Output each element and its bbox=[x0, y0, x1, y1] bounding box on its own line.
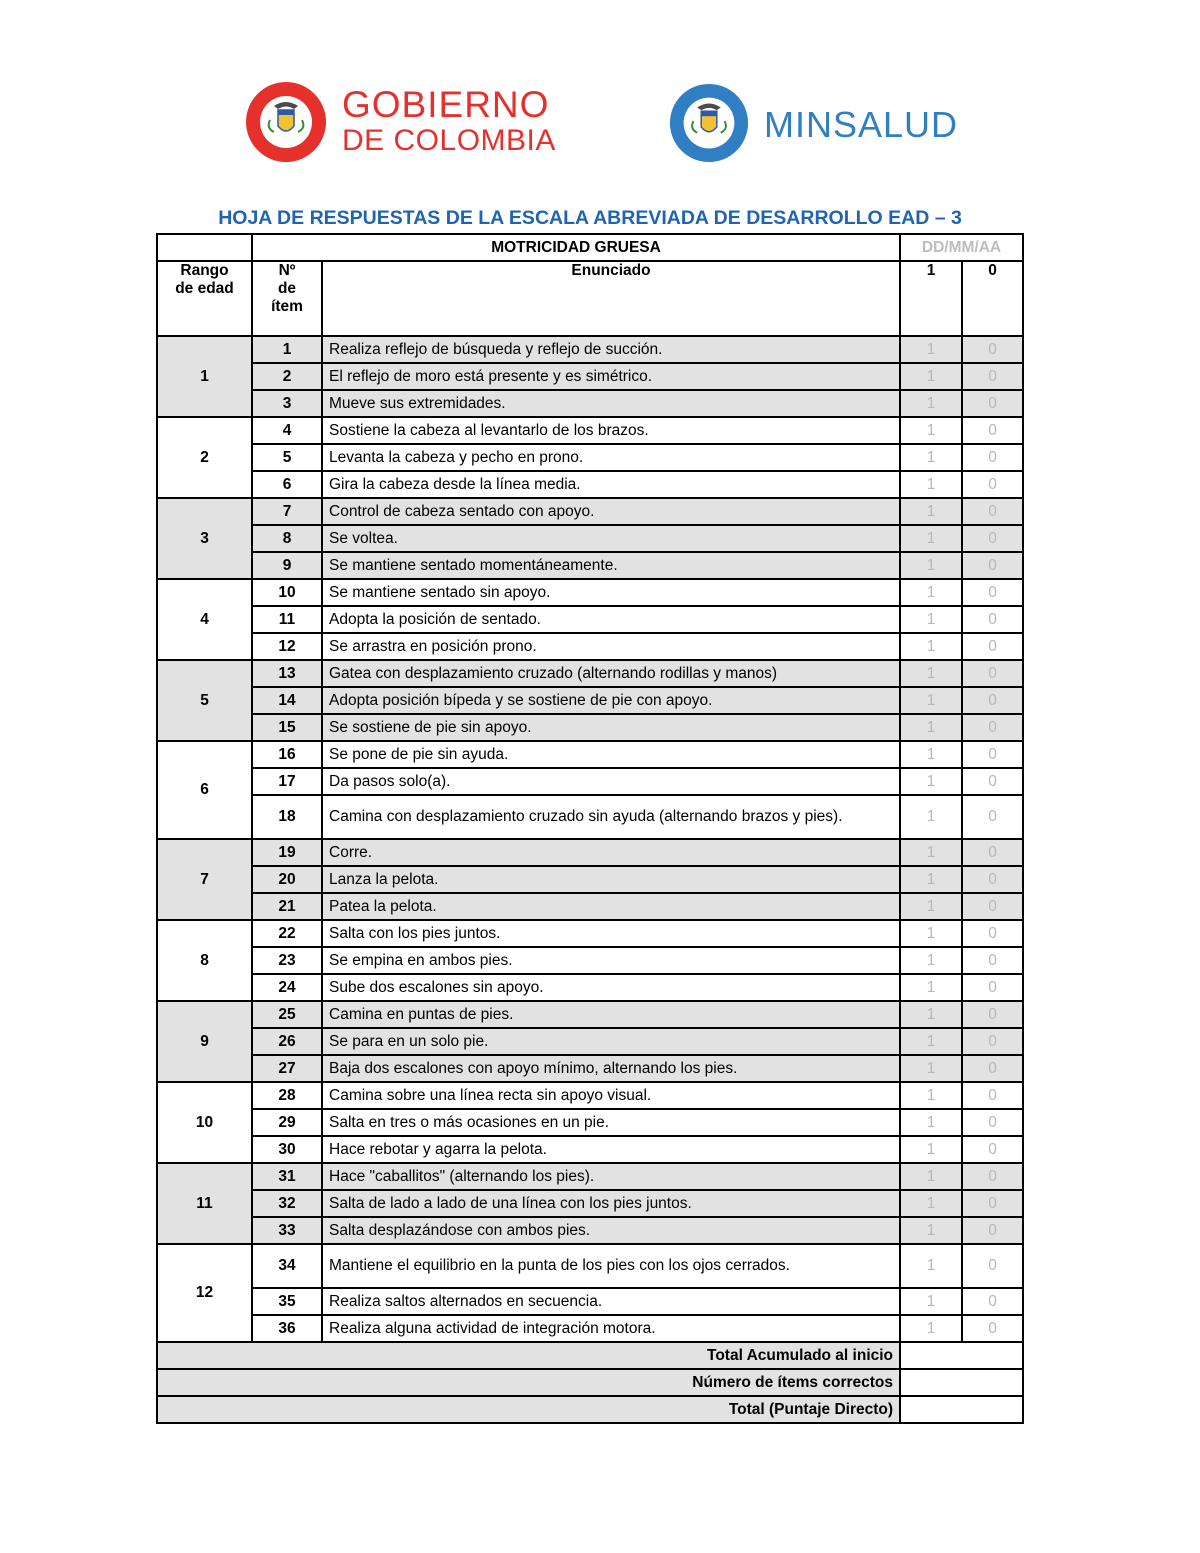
table-row bbox=[157, 1109, 1023, 1136]
item-number: 11 bbox=[252, 606, 322, 633]
total-row bbox=[157, 1342, 1023, 1369]
score-one-option[interactable]: 1 bbox=[900, 1082, 962, 1109]
item-statement: Patea la pelota. bbox=[322, 893, 900, 920]
score-zero-option[interactable]: 0 bbox=[962, 947, 1023, 974]
score-zero-option[interactable]: 0 bbox=[962, 579, 1023, 606]
item-number: 10 bbox=[252, 579, 322, 606]
item-statement: Salta con los pies juntos. bbox=[322, 920, 900, 947]
score-zero-option[interactable]: 0 bbox=[962, 471, 1023, 498]
score-one-option[interactable]: 1 bbox=[900, 1315, 962, 1342]
score-one-option[interactable]: 1 bbox=[900, 417, 962, 444]
item-statement: Se empina en ambos pies. bbox=[322, 947, 900, 974]
item-number: 34 bbox=[252, 1244, 322, 1288]
item-statement: Realiza reflejo de búsqueda y reflejo de succión. bbox=[322, 336, 900, 363]
age-range-cell: 3 bbox=[157, 498, 252, 579]
table-row bbox=[157, 1082, 1023, 1109]
score-zero-option[interactable]: 0 bbox=[962, 1315, 1023, 1342]
item-statement: Sube dos escalones sin apoyo. bbox=[322, 974, 900, 1001]
header-item-line3: ítem bbox=[271, 298, 303, 315]
score-zero-option[interactable]: 0 bbox=[962, 660, 1023, 687]
table-row bbox=[157, 1315, 1023, 1342]
score-zero-option[interactable]: 0 bbox=[962, 714, 1023, 741]
section-title: MOTRICIDAD GRUESA bbox=[252, 234, 900, 261]
score-one-option[interactable]: 1 bbox=[900, 741, 962, 768]
item-statement: Camina en puntas de pies. bbox=[322, 1001, 900, 1028]
page-title: HOJA DE RESPUESTAS DE LA ESCALA ABREVIADA DE DESARROLLO EAD – 3 bbox=[218, 207, 962, 229]
score-one-option[interactable]: 1 bbox=[900, 1109, 962, 1136]
total-row bbox=[157, 1369, 1023, 1396]
score-one-option[interactable]: 1 bbox=[900, 390, 962, 417]
score-one-option[interactable]: 1 bbox=[900, 866, 962, 893]
score-zero-option[interactable]: 0 bbox=[962, 768, 1023, 795]
table-row bbox=[157, 417, 1023, 444]
item-statement: Se voltea. bbox=[322, 525, 900, 552]
item-statement: Hace "caballitos" (alternando los pies). bbox=[322, 1163, 900, 1190]
age-range-cell: 6 bbox=[157, 741, 252, 839]
score-one-option[interactable]: 1 bbox=[900, 444, 962, 471]
score-one-option[interactable]: 1 bbox=[900, 1163, 962, 1190]
score-zero-option[interactable]: 0 bbox=[962, 525, 1023, 552]
score-zero-option[interactable]: 0 bbox=[962, 1001, 1023, 1028]
table-row bbox=[157, 525, 1023, 552]
item-number: 33 bbox=[252, 1217, 322, 1244]
item-number: 18 bbox=[252, 795, 322, 839]
total-label: Total (Puntaje Directo) bbox=[157, 1396, 900, 1423]
item-statement: Levanta la cabeza y pecho en prono. bbox=[322, 444, 900, 471]
table-row bbox=[157, 974, 1023, 1001]
score-zero-option[interactable]: 0 bbox=[962, 1217, 1023, 1244]
age-range-cell: 1 bbox=[157, 336, 252, 417]
header-logos bbox=[0, 80, 1200, 170]
table-row bbox=[157, 498, 1023, 525]
item-number: 21 bbox=[252, 893, 322, 920]
score-one-option[interactable]: 1 bbox=[900, 920, 962, 947]
table-row bbox=[157, 579, 1023, 606]
score-one-option[interactable]: 1 bbox=[900, 633, 962, 660]
score-zero-option[interactable]: 0 bbox=[962, 920, 1023, 947]
item-statement: Control de cabeza sentado con apoyo. bbox=[322, 498, 900, 525]
item-statement: Se mantiene sentado sin apoyo. bbox=[322, 579, 900, 606]
table-row bbox=[157, 1028, 1023, 1055]
item-statement: Se mantiene sentado momentáneamente. bbox=[322, 552, 900, 579]
date-field[interactable]: DD/MM/AA bbox=[900, 234, 1023, 261]
score-zero-option[interactable]: 0 bbox=[962, 390, 1023, 417]
item-number: 4 bbox=[252, 417, 322, 444]
table-row bbox=[157, 336, 1023, 363]
item-statement: Hace rebotar y agarra la pelota. bbox=[322, 1136, 900, 1163]
item-number: 12 bbox=[252, 633, 322, 660]
score-zero-option[interactable]: 0 bbox=[962, 1244, 1023, 1288]
item-statement: Corre. bbox=[322, 839, 900, 866]
header-score-one: 1 bbox=[900, 261, 962, 336]
age-range-cell: 11 bbox=[157, 1163, 252, 1244]
score-zero-option[interactable]: 0 bbox=[962, 1288, 1023, 1315]
table-row bbox=[157, 839, 1023, 866]
item-number: 14 bbox=[252, 687, 322, 714]
age-range-cell: 10 bbox=[157, 1082, 252, 1163]
table-row bbox=[157, 660, 1023, 687]
item-statement: Se sostiene de pie sin apoyo. bbox=[322, 714, 900, 741]
score-zero-option[interactable]: 0 bbox=[962, 552, 1023, 579]
total-row bbox=[157, 1396, 1023, 1423]
item-statement: Sostiene la cabeza al levantarlo de los brazos. bbox=[322, 417, 900, 444]
item-number: 16 bbox=[252, 741, 322, 768]
corner-cell bbox=[157, 234, 252, 261]
table-row bbox=[157, 741, 1023, 768]
item-number: 17 bbox=[252, 768, 322, 795]
item-statement: Adopta posición bípeda y se sostiene de pie con apoyo. bbox=[322, 687, 900, 714]
item-number: 36 bbox=[252, 1315, 322, 1342]
table-row bbox=[157, 1288, 1023, 1315]
score-one-option[interactable]: 1 bbox=[900, 363, 962, 390]
score-one-option[interactable]: 1 bbox=[900, 795, 962, 839]
table-row bbox=[157, 606, 1023, 633]
score-one-option[interactable]: 1 bbox=[900, 1244, 962, 1288]
table-row bbox=[157, 714, 1023, 741]
score-zero-option[interactable]: 0 bbox=[962, 1136, 1023, 1163]
score-one-option[interactable]: 1 bbox=[900, 471, 962, 498]
item-statement: Salta en tres o más ocasiones en un pie. bbox=[322, 1109, 900, 1136]
table-row bbox=[157, 1217, 1023, 1244]
score-zero-option[interactable]: 0 bbox=[962, 893, 1023, 920]
table-row bbox=[157, 633, 1023, 660]
item-statement: Gira la cabeza desde la línea media. bbox=[322, 471, 900, 498]
total-value[interactable] bbox=[900, 1369, 1023, 1396]
item-number: 5 bbox=[252, 444, 322, 471]
score-zero-option[interactable]: 0 bbox=[962, 1028, 1023, 1055]
score-zero-option[interactable]: 0 bbox=[962, 795, 1023, 839]
score-one-option[interactable]: 1 bbox=[900, 552, 962, 579]
score-zero-option[interactable]: 0 bbox=[962, 974, 1023, 1001]
score-zero-option[interactable]: 0 bbox=[962, 1109, 1023, 1136]
score-one-option[interactable]: 1 bbox=[900, 1001, 962, 1028]
item-number: 8 bbox=[252, 525, 322, 552]
score-zero-option[interactable]: 0 bbox=[962, 633, 1023, 660]
table-row bbox=[157, 893, 1023, 920]
header-item-number bbox=[252, 261, 322, 336]
item-number: 23 bbox=[252, 947, 322, 974]
item-number: 19 bbox=[252, 839, 322, 866]
item-number: 15 bbox=[252, 714, 322, 741]
header-statement: Enunciado bbox=[322, 261, 900, 336]
table-row bbox=[157, 1190, 1023, 1217]
table-row bbox=[157, 471, 1023, 498]
header-item-line2: de bbox=[277, 280, 297, 297]
header-score-zero: 0 bbox=[962, 261, 1023, 336]
header-item-line1: Nº bbox=[278, 262, 296, 279]
item-statement: Se para en un solo pie. bbox=[322, 1028, 900, 1055]
score-zero-option[interactable]: 0 bbox=[962, 1082, 1023, 1109]
item-number: 3 bbox=[252, 390, 322, 417]
item-statement: Se pone de pie sin ayuda. bbox=[322, 741, 900, 768]
table-row bbox=[157, 1136, 1023, 1163]
item-statement: Mantiene el equilibrio en la punta de los pies con los ojos cerrados. bbox=[322, 1244, 900, 1288]
age-range-cell: 4 bbox=[157, 579, 252, 660]
table-row bbox=[157, 687, 1023, 714]
score-one-option[interactable]: 1 bbox=[900, 1136, 962, 1163]
table-row bbox=[157, 920, 1023, 947]
score-one-option[interactable]: 1 bbox=[900, 687, 962, 714]
score-one-option[interactable]: 1 bbox=[900, 660, 962, 687]
item-statement: Salta desplazándose con ambos pies. bbox=[322, 1217, 900, 1244]
total-label: Número de ítems correctos bbox=[157, 1369, 900, 1396]
item-number: 30 bbox=[252, 1136, 322, 1163]
score-one-option[interactable]: 1 bbox=[900, 1190, 962, 1217]
score-one-option[interactable]: 1 bbox=[900, 579, 962, 606]
score-zero-option[interactable]: 0 bbox=[962, 687, 1023, 714]
item-number: 31 bbox=[252, 1163, 322, 1190]
item-number: 6 bbox=[252, 471, 322, 498]
header-age-range bbox=[157, 261, 252, 336]
item-number: 29 bbox=[252, 1109, 322, 1136]
age-range-cell: 8 bbox=[157, 920, 252, 1001]
table-row bbox=[157, 1001, 1023, 1028]
score-zero-option[interactable]: 0 bbox=[962, 741, 1023, 768]
item-number: 7 bbox=[252, 498, 322, 525]
item-statement: Da pasos solo(a). bbox=[322, 768, 900, 795]
score-zero-option[interactable]: 0 bbox=[962, 606, 1023, 633]
item-statement: Salta de lado a lado de una línea con los pies juntos. bbox=[322, 1190, 900, 1217]
score-one-option[interactable]: 1 bbox=[900, 1055, 962, 1082]
gobierno-line2: DE COLOMBIA bbox=[342, 124, 556, 157]
item-statement: El reflejo de moro está presente y es simétrico. bbox=[322, 363, 900, 390]
minsalud-text: MINSALUD bbox=[764, 104, 959, 145]
score-zero-option[interactable]: 0 bbox=[962, 1055, 1023, 1082]
score-one-option[interactable]: 1 bbox=[900, 714, 962, 741]
total-label: Total Acumulado al inicio bbox=[157, 1342, 900, 1369]
score-zero-option[interactable]: 0 bbox=[962, 1163, 1023, 1190]
item-statement: Gatea con desplazamiento cruzado (alternando rodillas y manos) bbox=[322, 660, 900, 687]
colombia-seal-blue-icon bbox=[668, 82, 750, 164]
colombia-seal-red-icon bbox=[244, 80, 328, 164]
item-number: 24 bbox=[252, 974, 322, 1001]
total-value[interactable] bbox=[900, 1396, 1023, 1423]
table-row bbox=[157, 363, 1023, 390]
score-one-option[interactable]: 1 bbox=[900, 839, 962, 866]
score-one-option[interactable]: 1 bbox=[900, 768, 962, 795]
score-one-option[interactable]: 1 bbox=[900, 498, 962, 525]
score-zero-option[interactable]: 0 bbox=[962, 866, 1023, 893]
table-row bbox=[157, 444, 1023, 471]
item-statement: Baja dos escalones con apoyo mínimo, alternando los pies. bbox=[322, 1055, 900, 1082]
gobierno-line1: GOBIERNO bbox=[342, 84, 550, 125]
item-number: 35 bbox=[252, 1288, 322, 1315]
minsalud-logo bbox=[668, 82, 968, 166]
score-one-option[interactable]: 1 bbox=[900, 606, 962, 633]
score-one-option[interactable]: 1 bbox=[900, 1217, 962, 1244]
item-number: 26 bbox=[252, 1028, 322, 1055]
item-number: 22 bbox=[252, 920, 322, 947]
table-row bbox=[157, 1055, 1023, 1082]
score-one-option[interactable]: 1 bbox=[900, 974, 962, 1001]
item-statement: Lanza la pelota. bbox=[322, 866, 900, 893]
item-number: 27 bbox=[252, 1055, 322, 1082]
item-statement: Adopta la posición de sentado. bbox=[322, 606, 900, 633]
age-range-cell: 5 bbox=[157, 660, 252, 741]
item-number: 25 bbox=[252, 1001, 322, 1028]
item-number: 32 bbox=[252, 1190, 322, 1217]
score-one-option[interactable]: 1 bbox=[900, 1028, 962, 1055]
item-number: 13 bbox=[252, 660, 322, 687]
item-statement: Realiza saltos alternados en secuencia. bbox=[322, 1288, 900, 1315]
table-row bbox=[157, 390, 1023, 417]
age-range-cell: 7 bbox=[157, 839, 252, 920]
age-range-cell: 12 bbox=[157, 1244, 252, 1342]
total-value[interactable] bbox=[900, 1342, 1023, 1369]
item-number: 20 bbox=[252, 866, 322, 893]
score-one-option[interactable]: 1 bbox=[900, 525, 962, 552]
table-row bbox=[157, 1163, 1023, 1190]
item-statement: Realiza alguna actividad de integración motora. bbox=[322, 1315, 900, 1342]
header-age-range-line2: de edad bbox=[175, 280, 234, 297]
score-one-option[interactable]: 1 bbox=[900, 893, 962, 920]
score-zero-option[interactable]: 0 bbox=[962, 417, 1023, 444]
score-zero-option[interactable]: 0 bbox=[962, 1190, 1023, 1217]
score-zero-option[interactable]: 0 bbox=[962, 444, 1023, 471]
gobierno-de-colombia-logo bbox=[244, 80, 564, 164]
score-one-option[interactable]: 1 bbox=[900, 336, 962, 363]
item-statement: Camina sobre una línea recta sin apoyo visual. bbox=[322, 1082, 900, 1109]
age-range-cell: 9 bbox=[157, 1001, 252, 1082]
table-row bbox=[157, 795, 1023, 839]
item-statement: Se arrastra en posición prono. bbox=[322, 633, 900, 660]
score-zero-option[interactable]: 0 bbox=[962, 498, 1023, 525]
score-one-option[interactable]: 1 bbox=[900, 947, 962, 974]
item-number: 9 bbox=[252, 552, 322, 579]
age-range-cell: 2 bbox=[157, 417, 252, 498]
score-zero-option[interactable]: 0 bbox=[962, 336, 1023, 363]
score-zero-option[interactable]: 0 bbox=[962, 839, 1023, 866]
table-row bbox=[157, 768, 1023, 795]
score-one-option[interactable]: 1 bbox=[900, 1288, 962, 1315]
table-row bbox=[157, 552, 1023, 579]
item-statement: Mueve sus extremidades. bbox=[322, 390, 900, 417]
score-zero-option[interactable]: 0 bbox=[962, 363, 1023, 390]
answer-sheet-table bbox=[156, 233, 1024, 1424]
item-number: 28 bbox=[252, 1082, 322, 1109]
item-number: 2 bbox=[252, 363, 322, 390]
table-row bbox=[157, 947, 1023, 974]
item-number: 1 bbox=[252, 336, 322, 363]
table-row bbox=[157, 866, 1023, 893]
table-row bbox=[157, 1244, 1023, 1288]
item-statement: Camina con desplazamiento cruzado sin ayuda (alternando brazos y pies). bbox=[322, 795, 900, 839]
header-age-range-line1: Rango bbox=[180, 262, 229, 279]
